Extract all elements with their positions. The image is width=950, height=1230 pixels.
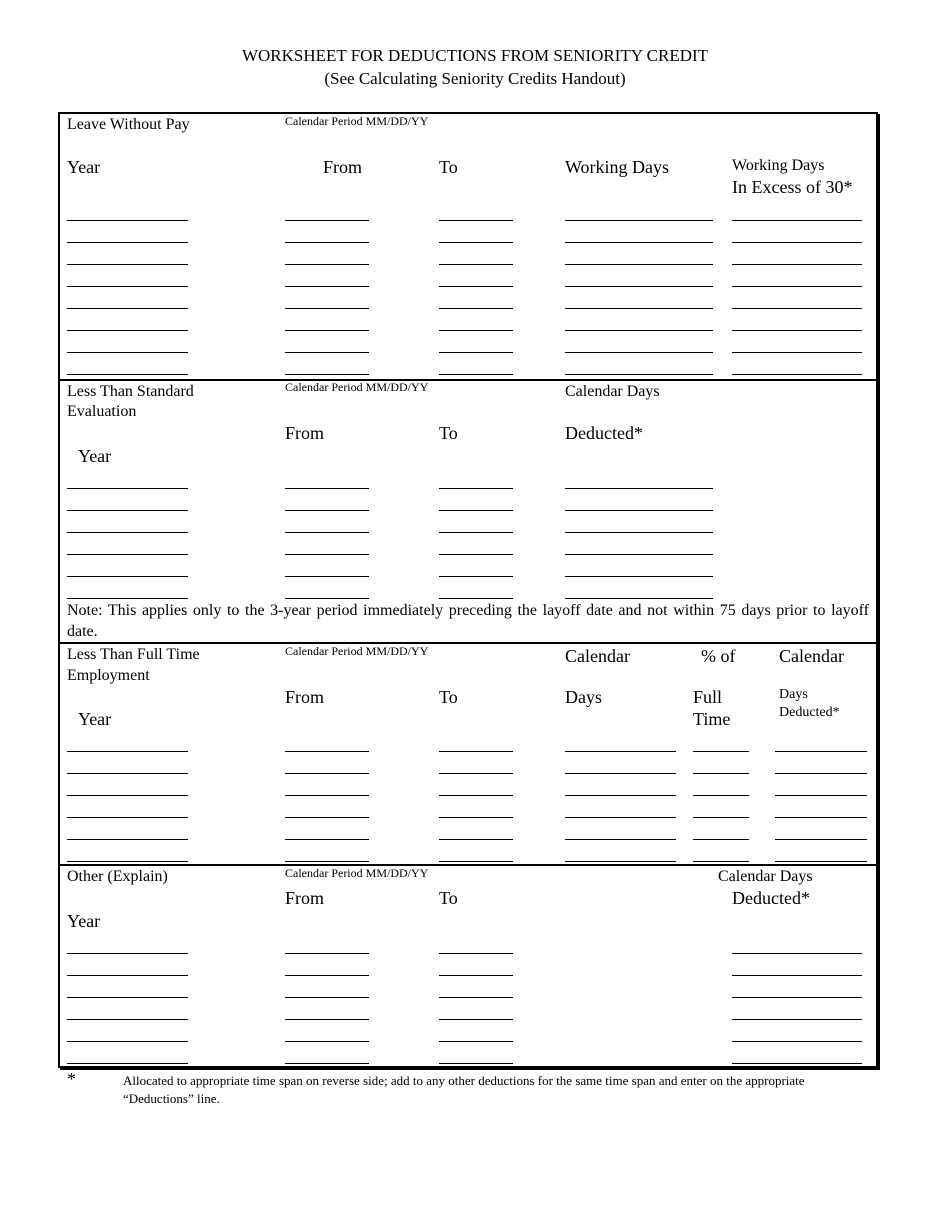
blank-line[interactable] (565, 576, 713, 577)
blank-line[interactable] (285, 839, 369, 840)
blank-line[interactable] (732, 953, 862, 954)
col-year: Year (67, 157, 101, 177)
section-heading: Leave Without Pay (67, 116, 190, 133)
blank-line[interactable] (439, 861, 513, 862)
col-days-line1: Calendar Days (718, 868, 813, 885)
blank-line[interactable] (732, 997, 862, 998)
blank-line[interactable] (693, 817, 749, 818)
col-from: From (285, 687, 325, 707)
blank-line[interactable] (285, 330, 369, 331)
blank-line[interactable] (67, 795, 188, 796)
blank-line[interactable] (67, 264, 188, 265)
worksheet-frame (58, 112, 878, 1068)
blank-line[interactable] (439, 352, 513, 353)
blank-line[interactable] (67, 330, 188, 331)
blank-line[interactable] (285, 488, 369, 489)
blank-line[interactable] (285, 773, 369, 774)
blank-line[interactable] (693, 861, 749, 862)
blank-line[interactable] (285, 286, 369, 287)
section-heading-line2: Evaluation (67, 403, 137, 420)
blank-line[interactable] (439, 1041, 513, 1042)
col-to: To (439, 888, 458, 908)
blank-line[interactable] (565, 220, 713, 221)
blank-line[interactable] (439, 264, 513, 265)
blank-line[interactable] (439, 773, 513, 774)
blank-line[interactable] (67, 839, 188, 840)
blank-line[interactable] (565, 242, 713, 243)
section-divider-1 (58, 379, 878, 381)
blank-line[interactable] (67, 773, 188, 774)
blank-line[interactable] (565, 773, 676, 774)
blank-line[interactable] (439, 1019, 513, 1020)
col-year: Year (78, 446, 112, 466)
col-days-line2: Deducted* (565, 423, 643, 443)
blank-line[interactable] (439, 488, 513, 489)
page-title: WORKSHEET FOR DEDUCTIONS FROM SENIORITY CREDIT (241, 46, 709, 65)
blank-line[interactable] (439, 795, 513, 796)
blank-line[interactable] (439, 997, 513, 998)
blank-line[interactable] (775, 773, 867, 774)
col-from: From (285, 423, 325, 443)
blank-line[interactable] (285, 997, 369, 998)
blank-line[interactable] (285, 374, 369, 375)
blank-line[interactable] (439, 242, 513, 243)
blank-line[interactable] (565, 554, 713, 555)
blank-line[interactable] (565, 330, 713, 331)
blank-line[interactable] (732, 264, 862, 265)
blank-line[interactable] (775, 751, 867, 752)
section-heading: Other (Explain) (67, 868, 168, 885)
col-deducted-line2: Days (779, 687, 808, 702)
col-deducted-line1: Calendar (779, 646, 844, 666)
blank-line[interactable] (285, 352, 369, 353)
col-excess-line1: Working Days (732, 157, 825, 174)
blank-line[interactable] (439, 598, 513, 599)
blank-line[interactable] (285, 510, 369, 511)
col-excess-line2: In Excess of 30* (732, 177, 853, 197)
col-from: From (285, 888, 325, 908)
blank-line[interactable] (732, 220, 862, 221)
blank-line[interactable] (775, 817, 867, 818)
col-deducted-line3: Deducted* (779, 705, 840, 720)
blank-line[interactable] (565, 861, 676, 862)
blank-line[interactable] (565, 817, 676, 818)
blank-line[interactable] (67, 510, 188, 511)
blank-line[interactable] (67, 817, 188, 818)
blank-line[interactable] (67, 554, 188, 555)
blank-line[interactable] (67, 975, 188, 976)
blank-line[interactable] (439, 220, 513, 221)
blank-line[interactable] (67, 286, 188, 287)
blank-line[interactable] (693, 751, 749, 752)
blank-line[interactable] (439, 975, 513, 976)
blank-line[interactable] (439, 576, 513, 577)
blank-line[interactable] (693, 773, 749, 774)
section-heading-line1: Less Than Full Time (67, 646, 200, 663)
col-to: To (439, 687, 458, 707)
footnote-marker: * (67, 1069, 76, 1089)
blank-line[interactable] (732, 330, 862, 331)
blank-line[interactable] (439, 751, 513, 752)
blank-line[interactable] (565, 839, 676, 840)
blank-line[interactable] (732, 1041, 862, 1042)
blank-line[interactable] (67, 220, 188, 221)
blank-line[interactable] (565, 286, 713, 287)
blank-line[interactable] (693, 839, 749, 840)
blank-line[interactable] (285, 308, 369, 309)
blank-line[interactable] (775, 839, 867, 840)
blank-line[interactable] (439, 308, 513, 309)
blank-line[interactable] (285, 1063, 369, 1064)
blank-line[interactable] (67, 576, 188, 577)
blank-line[interactable] (732, 352, 862, 353)
calendar-period-label: Calendar Period MM/DD/YY (285, 380, 429, 394)
blank-line[interactable] (67, 1041, 188, 1042)
blank-line[interactable] (67, 997, 188, 998)
blank-line[interactable] (67, 374, 188, 375)
blank-line[interactable] (439, 817, 513, 818)
blank-line[interactable] (565, 510, 713, 511)
col-calendar-line2: Days (565, 687, 602, 707)
blank-line[interactable] (285, 220, 369, 221)
footnote-text: Allocated to appropriate time span on reverse side; add to any other deductions for the same time span and enter on the appropriate “Deductions” line. (123, 1073, 805, 1106)
blank-line[interactable] (285, 751, 369, 752)
blank-line[interactable] (285, 598, 369, 599)
blank-line[interactable] (565, 795, 676, 796)
section-heading-line1: Less Than Standard (67, 383, 194, 400)
blank-line[interactable] (67, 1063, 188, 1064)
blank-line[interactable] (439, 532, 513, 533)
blank-line[interactable] (439, 330, 513, 331)
blank-line[interactable] (732, 1063, 862, 1064)
blank-line[interactable] (565, 488, 713, 489)
blank-line[interactable] (565, 598, 713, 599)
blank-line[interactable] (439, 1063, 513, 1064)
col-year: Year (67, 911, 101, 931)
page-subtitle: (See Calculating Seniority Credits Handout) (324, 69, 626, 88)
blank-line[interactable] (67, 532, 188, 533)
section-heading-line2: Employment (67, 667, 150, 684)
blank-line[interactable] (67, 242, 188, 243)
blank-line[interactable] (67, 308, 188, 309)
blank-line[interactable] (67, 598, 188, 599)
blank-line[interactable] (285, 817, 369, 818)
col-year: Year (78, 709, 112, 729)
blank-line[interactable] (67, 1019, 188, 1020)
blank-line[interactable] (285, 554, 369, 555)
blank-line[interactable] (439, 554, 513, 555)
blank-line[interactable] (732, 286, 862, 287)
blank-line[interactable] (285, 1041, 369, 1042)
blank-line[interactable] (439, 286, 513, 287)
col-days-line1: Calendar Days (565, 383, 660, 400)
blank-line[interactable] (439, 374, 513, 375)
col-from: From (323, 157, 363, 177)
col-calendar-line1: Calendar (565, 646, 630, 666)
col-pct-line3: Time (693, 709, 731, 729)
calendar-period-label: Calendar Period MM/DD/YY (285, 866, 429, 880)
col-pct-line1: % of (701, 646, 736, 666)
blank-line[interactable] (285, 264, 369, 265)
blank-line[interactable] (285, 532, 369, 533)
blank-line[interactable] (565, 352, 713, 353)
blank-line[interactable] (565, 374, 713, 375)
blank-line[interactable] (565, 308, 713, 309)
blank-line[interactable] (285, 975, 369, 976)
blank-line[interactable] (565, 532, 713, 533)
calendar-period-label: Calendar Period MM/DD/YY (285, 114, 429, 128)
blank-line[interactable] (439, 510, 513, 511)
blank-line[interactable] (285, 795, 369, 796)
blank-line[interactable] (732, 374, 862, 375)
col-days-line2: Deducted* (732, 888, 810, 908)
blank-line[interactable] (775, 861, 867, 862)
blank-line[interactable] (565, 264, 713, 265)
blank-line[interactable] (565, 751, 676, 752)
col-working-days: Working Days (565, 157, 670, 177)
blank-line[interactable] (285, 861, 369, 862)
blank-line[interactable] (732, 1019, 862, 1020)
blank-line[interactable] (732, 308, 862, 309)
blank-line[interactable] (67, 488, 188, 489)
blank-line[interactable] (67, 861, 188, 862)
blank-line[interactable] (439, 953, 513, 954)
blank-line[interactable] (732, 242, 862, 243)
calendar-period-label: Calendar Period MM/DD/YY (285, 644, 429, 658)
col-pct-line2: Full (693, 687, 723, 707)
blank-line[interactable] (285, 576, 369, 577)
blank-line[interactable] (285, 242, 369, 243)
col-to: To (439, 423, 458, 443)
section-note: Note: This applies only to the 3-year period immediately preceding the layoff date and not within 75 days prior to layoff date. (67, 602, 869, 640)
blank-line[interactable] (67, 751, 188, 752)
blank-line[interactable] (285, 953, 369, 954)
blank-line[interactable] (285, 1019, 369, 1020)
blank-line[interactable] (67, 352, 188, 353)
section-divider-3 (58, 864, 878, 866)
blank-line[interactable] (775, 795, 867, 796)
blank-line[interactable] (693, 795, 749, 796)
blank-line[interactable] (67, 953, 188, 954)
blank-line[interactable] (732, 975, 862, 976)
col-to: To (439, 157, 458, 177)
blank-line[interactable] (439, 839, 513, 840)
